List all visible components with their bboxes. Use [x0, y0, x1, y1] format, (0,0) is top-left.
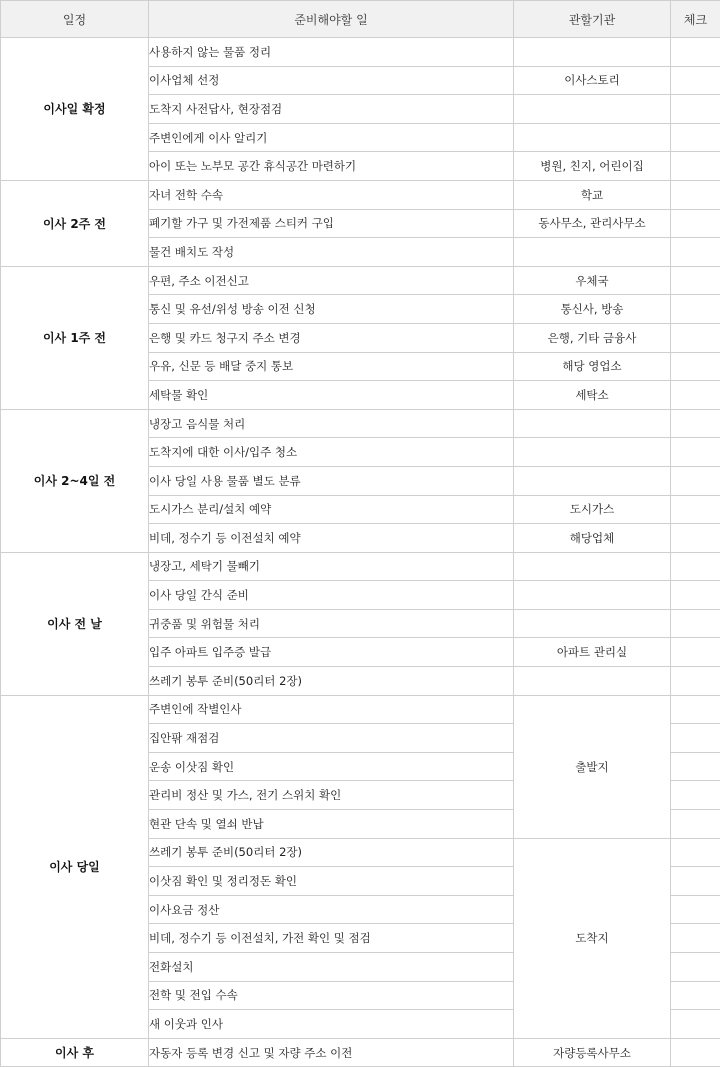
- check-cell[interactable]: [671, 180, 720, 209]
- check-cell[interactable]: [671, 409, 720, 438]
- table-row: [1, 409, 720, 438]
- agency-cell: [514, 552, 671, 581]
- agency-cell: [514, 38, 671, 67]
- header-agency: 관할기관: [514, 1, 671, 38]
- task-cell: 우편, 주소 이전신고: [149, 266, 514, 295]
- task-cell: 새 이웃과 인사: [149, 1010, 514, 1039]
- header-check: 체크: [671, 1, 720, 38]
- check-cell[interactable]: [671, 981, 720, 1010]
- check-cell[interactable]: [671, 95, 720, 124]
- check-cell[interactable]: [671, 66, 720, 95]
- check-cell[interactable]: [671, 495, 720, 524]
- check-cell[interactable]: [671, 953, 720, 982]
- task-cell: 운송 이삿짐 확인: [149, 752, 514, 781]
- check-cell[interactable]: [671, 581, 720, 610]
- header-task: 준비해야할 일: [149, 1, 514, 38]
- check-cell[interactable]: [671, 152, 720, 181]
- task-cell: 전화설치: [149, 953, 514, 982]
- task-cell: 냉장고, 세탁기 물빼기: [149, 552, 514, 581]
- task-cell: 관리비 정산 및 가스, 전기 스위치 확인: [149, 781, 514, 810]
- check-cell[interactable]: [671, 295, 720, 324]
- check-cell[interactable]: [671, 724, 720, 753]
- table-row: [1, 180, 720, 209]
- check-cell[interactable]: [671, 609, 720, 638]
- check-cell[interactable]: [671, 352, 720, 381]
- header-row: [1, 1, 720, 38]
- check-cell[interactable]: [671, 867, 720, 896]
- check-cell[interactable]: [671, 810, 720, 839]
- agency-cell: 해당 영업소: [514, 352, 671, 381]
- agency-cell: 자량등록사무소: [514, 1038, 671, 1067]
- agency-cell: 동사무소, 관리사무소: [514, 209, 671, 238]
- phase-label: 이사 2주 전: [1, 180, 149, 266]
- check-cell[interactable]: [671, 752, 720, 781]
- agency-cell: 도시가스: [514, 495, 671, 524]
- task-cell: 도착지 사전답사, 현장점검: [149, 95, 514, 124]
- table-row: [1, 266, 720, 295]
- check-cell[interactable]: [671, 323, 720, 352]
- task-cell: 아이 또는 노부모 공간 휴식공간 마련하기: [149, 152, 514, 181]
- check-cell[interactable]: [671, 266, 720, 295]
- check-cell[interactable]: [671, 924, 720, 953]
- task-cell: 쓰레기 봉투 준비(50리터 2장): [149, 838, 514, 867]
- check-cell[interactable]: [671, 466, 720, 495]
- check-cell[interactable]: [671, 781, 720, 810]
- task-cell: 우유, 신문 등 배달 중지 통보: [149, 352, 514, 381]
- phase-label: 이사 후: [1, 1038, 149, 1067]
- task-cell: 귀중품 및 위험물 처리: [149, 609, 514, 638]
- check-cell[interactable]: [671, 209, 720, 238]
- agency-cell: 통신사, 방송: [514, 295, 671, 324]
- task-cell: 이삿짐 확인 및 정리정돈 확인: [149, 867, 514, 896]
- table-row: [1, 1038, 720, 1067]
- task-cell: 자동자 등록 변경 신고 및 자량 주소 이전: [149, 1038, 514, 1067]
- phase-label: 이사 전 날: [1, 552, 149, 695]
- task-cell: 사용하지 않는 물품 정리: [149, 38, 514, 67]
- check-cell[interactable]: [671, 38, 720, 67]
- task-cell: 전학 및 전입 수속: [149, 981, 514, 1010]
- phase-label: 이사 2~4일 전: [1, 409, 149, 552]
- table-row: [1, 695, 720, 724]
- agency-cell: 아파트 관리실: [514, 638, 671, 667]
- check-cell[interactable]: [671, 123, 720, 152]
- agency-cell: [514, 238, 671, 267]
- task-cell: 폐기할 가구 및 가전제품 스티커 구입: [149, 209, 514, 238]
- task-cell: 쓰레기 봉투 준비(50리터 2장): [149, 667, 514, 696]
- task-cell: 주변인에게 이사 알리기: [149, 123, 514, 152]
- agency-cell-arrival: 도착지: [514, 838, 671, 1038]
- check-cell[interactable]: [671, 695, 720, 724]
- task-cell: 이사요금 정산: [149, 895, 514, 924]
- task-cell: 도시가스 분리/설치 예약: [149, 495, 514, 524]
- task-cell: 냉장고 음식물 처리: [149, 409, 514, 438]
- table-row: [1, 38, 720, 67]
- phase-label: 이사 당일: [1, 695, 149, 1038]
- check-cell[interactable]: [671, 438, 720, 467]
- task-cell: 자녀 전학 수속: [149, 180, 514, 209]
- check-cell[interactable]: [671, 638, 720, 667]
- agency-cell: 우체국: [514, 266, 671, 295]
- check-cell[interactable]: [671, 552, 720, 581]
- agency-cell: 은행, 기타 금융사: [514, 323, 671, 352]
- task-cell: 현관 단속 및 열쇠 반납: [149, 810, 514, 839]
- agency-cell: 세탁소: [514, 381, 671, 410]
- task-cell: 물건 배치도 작성: [149, 238, 514, 267]
- task-cell: 입주 아파트 입주증 발급: [149, 638, 514, 667]
- task-cell: 이사업체 선정: [149, 66, 514, 95]
- agency-cell: 해당업체: [514, 524, 671, 553]
- agency-cell: 학교: [514, 180, 671, 209]
- agency-cell: [514, 438, 671, 467]
- task-cell: 은행 및 카드 청구지 주소 변경: [149, 323, 514, 352]
- task-cell: 주변인에 작별인사: [149, 695, 514, 724]
- check-cell[interactable]: [671, 667, 720, 696]
- agency-cell: [514, 581, 671, 610]
- task-cell: 비데, 정수기 등 이전설치 예약: [149, 524, 514, 553]
- agency-cell: [514, 123, 671, 152]
- task-cell: 집안팎 재점검: [149, 724, 514, 753]
- task-cell: 통신 및 유선/위성 방송 이전 신청: [149, 295, 514, 324]
- check-cell[interactable]: [671, 381, 720, 410]
- agency-cell: [514, 95, 671, 124]
- check-cell[interactable]: [671, 838, 720, 867]
- task-cell: 세탁물 확인: [149, 381, 514, 410]
- task-cell: 도착지에 대한 이사/입주 청소: [149, 438, 514, 467]
- task-cell: 이사 당일 사용 물품 별도 분류: [149, 466, 514, 495]
- table-row: [1, 552, 720, 581]
- check-cell[interactable]: [671, 238, 720, 267]
- agency-cell-departure: 출발지: [514, 695, 671, 838]
- phase-label: 이사 1주 전: [1, 266, 149, 409]
- agency-cell: 병원, 친지, 어린이집: [514, 152, 671, 181]
- task-cell: 이사 당일 간식 준비: [149, 581, 514, 610]
- agency-cell: [514, 409, 671, 438]
- agency-cell: [514, 609, 671, 638]
- task-cell: 비데, 정수기 등 이전설치, 가전 확인 및 점검: [149, 924, 514, 953]
- agency-cell: [514, 667, 671, 696]
- check-cell[interactable]: [671, 1010, 720, 1039]
- check-cell[interactable]: [671, 1038, 720, 1067]
- check-cell[interactable]: [671, 895, 720, 924]
- phase-label: 이사일 확정: [1, 38, 149, 181]
- header-schedule: 일정: [1, 1, 149, 38]
- check-cell[interactable]: [671, 524, 720, 553]
- agency-cell: [514, 466, 671, 495]
- agency-cell: 이사스토리: [514, 66, 671, 95]
